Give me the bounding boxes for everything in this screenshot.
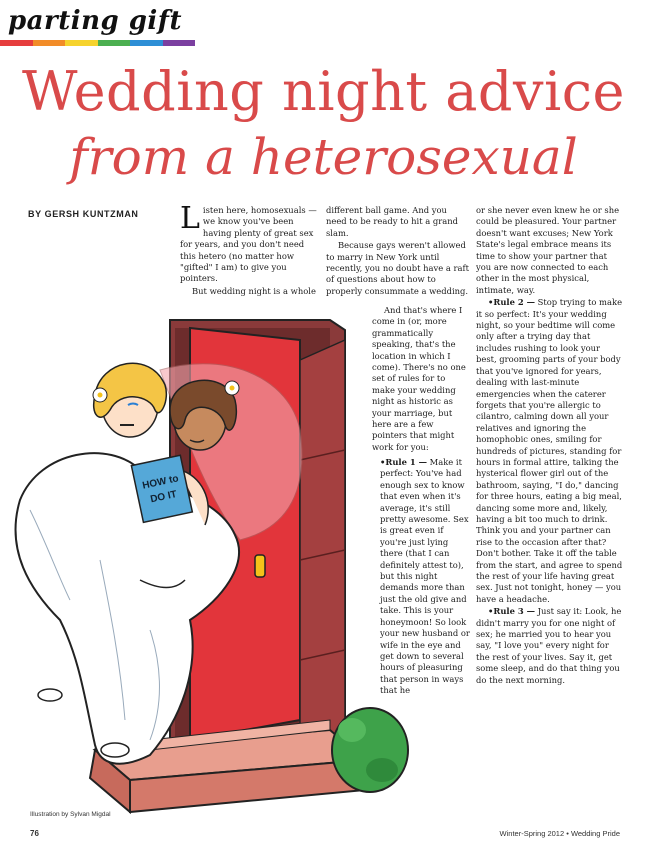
rule-label: •Rule 2 — [488, 297, 535, 308]
paragraph: Because gays weren't allowed to marry in New York until recently, you no doubt have a raft of questions about how to properly consummate a wedding. [326, 240, 469, 296]
body-column-3 [476, 205, 623, 687]
paragraph: Just say it: Look, he didn't marry you for one night of sex; he married you to hear you say, "I love you" every night for the rest of your lives. Say it, get some sleep, and do that thing you do the next morning. [476, 606, 622, 685]
rainbow-blue [130, 40, 163, 46]
body-column-1 [180, 201, 320, 298]
byline: BY GERSH KUNTZMAN [28, 209, 139, 219]
drop-cap: L [180, 201, 200, 236]
bush-illustration [332, 708, 408, 792]
section-label: parting gift [8, 6, 182, 36]
rainbow-red [0, 40, 33, 46]
rainbow-purple [163, 40, 196, 46]
illustration-credit: Illustration by Sylvan Migdal [30, 811, 111, 818]
rainbow-yellow [65, 40, 98, 46]
paragraph: And that's where I come in (or, more grammatically speaking, that's the location in which I come). There's no one set of rules for to make your wedding night as historic as your marriage, but here are a few pointers that might work for you: [372, 305, 466, 452]
book-title: HOW to [141, 473, 180, 492]
body-column-2-wrap [372, 305, 470, 454]
book-title-2: DO IT [149, 488, 178, 506]
paragraph: Make it perfect: You've had enough sex to know that even when it's average, it's still pretty awesome. Sex is great even if you're just lying there (that I can definitely attest to), but this night demands more than just the old give and take. This is your honeymoon! So look your new husband or wife in the eye and get down to several hours of pleasuring that person in ways that he [380, 457, 470, 696]
paragraph: But wedding night is a whole [192, 285, 316, 296]
page-number: 76 [30, 829, 39, 838]
headline-line-2: from a heterosexual [69, 128, 578, 186]
publication-footer: Winter-Spring 2012 • Wedding Pride [499, 829, 620, 838]
paragraph: isten here, homosexuals — we know you've been having plenty of great sex for years, and you don't need this hetero (no matter how "gifted" I am) to give you pointers. [180, 205, 317, 284]
body-column-2-rule1 [380, 457, 470, 698]
paragraph: different ball game. And you need to be ready to hit a grand slam. [326, 205, 459, 238]
paragraph: or she never even knew he or she could be pleasured. Your partner doesn't want excuses; New York State's legal embrace means its time to show your partner that you are now connected to each other in the most physical, intimate, way. [476, 205, 620, 295]
rule-label: •Rule 3 — [488, 606, 535, 617]
body-column-2 [326, 205, 470, 298]
rule-label: •Rule 1 — [380, 457, 427, 467]
rainbow-stripe [0, 40, 195, 46]
paragraph: Stop trying to make it so perfect: It's your wedding night, so your bedtime will come only after a trying day that includes rushing to look your best, grooming parts of your body that you've ignored for years, dealing with last-minute emergencies when the caterer forgets that you're allergic to cilantro, calming down all your relatives and ignoring the homophobic ones, smiling for hundreds of pictures, standing for hours in formal attire, talking the hysterical flower girl out of the bathroom, saying, "I do," dancing for three hours, eating a big meal, dancing some more and, likely, having a bit too much to drink. Think you and your partner can rise to the occasion after that? Don't bother. Take it off the table from the start, and agree to spend the rest of your life having great sex. Just not tonight, honey — you have a headache. [476, 297, 623, 604]
headline-line-1: Wedding night advice [22, 60, 625, 123]
rainbow-orange [33, 40, 66, 46]
rainbow-green [98, 40, 131, 46]
